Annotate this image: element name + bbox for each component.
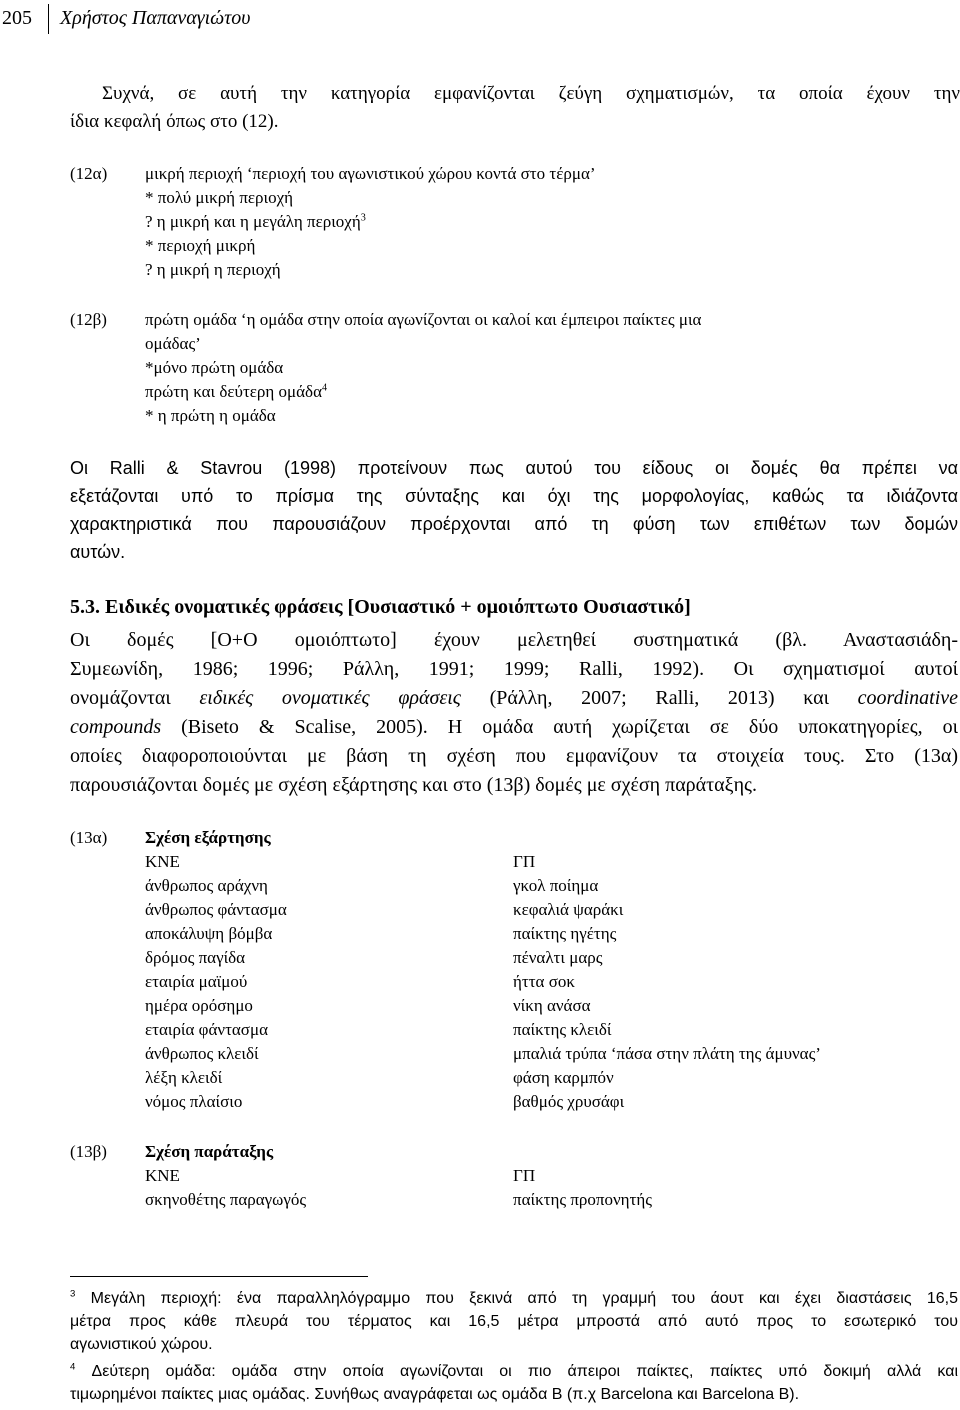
intro-line-1: Συχνά, σε αυτή την κατηγορία εμφανίζονται ζεύγη σχηματισμών, τα οποία έχουν την [102, 83, 960, 104]
list-item: μπαλιά τρύπα ‘πάσα στην πλάτη της άμυνας’ [513, 1044, 821, 1063]
list-item: εταιρία φάντασμα [145, 1020, 268, 1039]
paragraph-ralli-stavrou: Οι Ralli & Stavrou (1998) προτείνουν πως αυτού του είδους οι δομές θα πρέπει να εξετάζονται υπό το πρίσμα της σύνταξης και όχι της μορφολογίας, καθώς τα ιδιάζοντα χαρακτηριστικά που παρουσιάζουν προέρχονται από τη φύση των επιθέτων των δομών αυτών. [70, 458, 958, 562]
example-line: * πολύ μικρή περιοχή [145, 188, 294, 207]
example-line: ? η μικρή και η μεγάλη περιοχή$^3$ [145, 212, 366, 231]
column-header-kne: ΚΝΕ [145, 1166, 180, 1185]
list-item: σκηνοθέτης παραγωγός [145, 1190, 307, 1209]
example-line: ομάδας’ [145, 334, 201, 353]
footnote-4: $^4$ Δεύτερη ομάδα: ομάδα στην οποία αγωνίζονται οι πιο άπειροι παίκτες, παίκτες υπό δοκιμή αλλά και τιμωρημένοι παίκτες μιας ομάδας. Συνήθως αναγράφεται ως ομάδα Β (π.χ Barcelona και Barcelona B). [70, 1361, 958, 1403]
footnote-ref-3[interactable]: 3 [360, 212, 366, 224]
list-item: λέξη κλειδί [145, 1068, 223, 1087]
example-line: * περιοχή μικρή [145, 236, 256, 255]
list-item: γκολ ποίημα [513, 876, 599, 895]
example-label-13b: (13β) [70, 1142, 107, 1161]
column-header-gp: ΓΠ [513, 852, 536, 871]
footnote-3: $^3$ Μεγάλη περιοχή: ένα παραλληλόγραμμο που ξεκινά από τη γραμμή του άουτ και έχει διαστάσεις 16,5 μέτρα προς κάθε πλευρά του τέρματος και 16,5 μέτρα μπροστά από αυτό προς το εσωτερικό του αγωνιστικού χώρου. [70, 1288, 958, 1353]
page-number: 205 [2, 7, 32, 29]
example-line: * η πρώτη η ομάδα [145, 406, 276, 425]
example-line: μικρή περιοχή ‘περιοχή του αγωνιστικού χώρου κοντά στο τέρμα’ [145, 164, 596, 183]
list-item: ημέρα ορόσημο [145, 996, 253, 1015]
list-item: παίκτης ηγέτης [513, 924, 617, 943]
list-item: νόμος πλαίσιο [145, 1092, 243, 1111]
example-label-13a: (13α) [70, 828, 108, 847]
example-line: πρώτη ομάδα ‘η ομάδα στην οποία αγωνίζονται οι καλοί και έμπειροι παίκτες μια [145, 310, 702, 329]
footnote-mark: 3 [70, 1288, 76, 1300]
list-item: αποκάλυψη βόμβα [145, 924, 273, 943]
section-heading: 5.3. Ειδικές ονοματικές φράσεις [Ουσιαστικό + ομοιόπτωτο Ουσιαστικό] [70, 596, 691, 618]
list-item: άνθρωπος κλειδί [145, 1044, 259, 1063]
column-header-kne: ΚΝΕ [145, 852, 180, 871]
header-divider [48, 4, 49, 34]
example-label-12b: (12β) [70, 310, 107, 329]
example-line: πρώτη και δεύτερη ομάδα$^4$ [145, 382, 328, 401]
list-item: παίκτης προπονητής [513, 1190, 653, 1209]
example-line: *μόνο πρώτη ομάδα [145, 358, 284, 377]
footnote-ref-4[interactable]: 4 [321, 382, 328, 394]
list-item: κεφαλιά ψαράκι [513, 900, 624, 919]
footnote-mark: 4 [70, 1361, 76, 1373]
example-line: ? η μικρή η περιοχή [145, 260, 281, 279]
column-header-gp: ΓΠ [513, 1166, 536, 1185]
list-item: πέναλτι μαρς [513, 948, 603, 967]
paragraph-special-np: Οι δομές [Ο+Ο ομοιόπτωτο] έχουν μελετηθεί συστηματικά (βλ. Αναστασιάδη- Συμεωνίδη, 1986; 1996; Ράλλη, 1991; 1999; Ralli, 1992). Οι σχηματισμοί αυτοί ονομάζονται ειδικές ονοματικές φράσεις (Ράλλη, 2007; Ralli, 2013) και coordinative compounds (Biseto & Scalise, 2005). Η ομάδα αυτή χωρίζεται σε δύο υποκατηγορίες, οι οποίες διαφοροποιούνται με βάση τη σχέση που εμφανίζουν τα στοιχεία τους. Στο (13α) παρουσιάζονται δομές με σχέση εξάρτησης και στο (13β) δομές με σχέση παράταξης. [70, 629, 958, 796]
list-item: νίκη ανάσα [513, 996, 591, 1015]
list-item: παίκτης κλειδί [513, 1020, 612, 1039]
list-item: άνθρωπος αράχνη [145, 876, 268, 895]
list-item: βαθμός χρυσάφι [513, 1092, 625, 1111]
list-item: ήττα σοκ [513, 972, 575, 991]
footnote-separator [70, 1276, 368, 1277]
list-item: δρόμος παγίδα [145, 948, 246, 967]
example-heading: Σχέση εξάρτησης [145, 828, 271, 847]
list-item: εταιρία μαϊμού [145, 972, 248, 991]
example-heading: Σχέση παράταξης [145, 1142, 274, 1161]
intro-line-2: ίδια κεφαλή όπως στο (12). [70, 111, 279, 132]
list-item: φάση καρμπόν [513, 1068, 614, 1087]
example-label-12a: (12α) [70, 164, 108, 183]
running-head-author: Χρήστος Παπαναγιώτου [60, 7, 251, 29]
list-item: άνθρωπος φάντασμα [145, 900, 287, 919]
